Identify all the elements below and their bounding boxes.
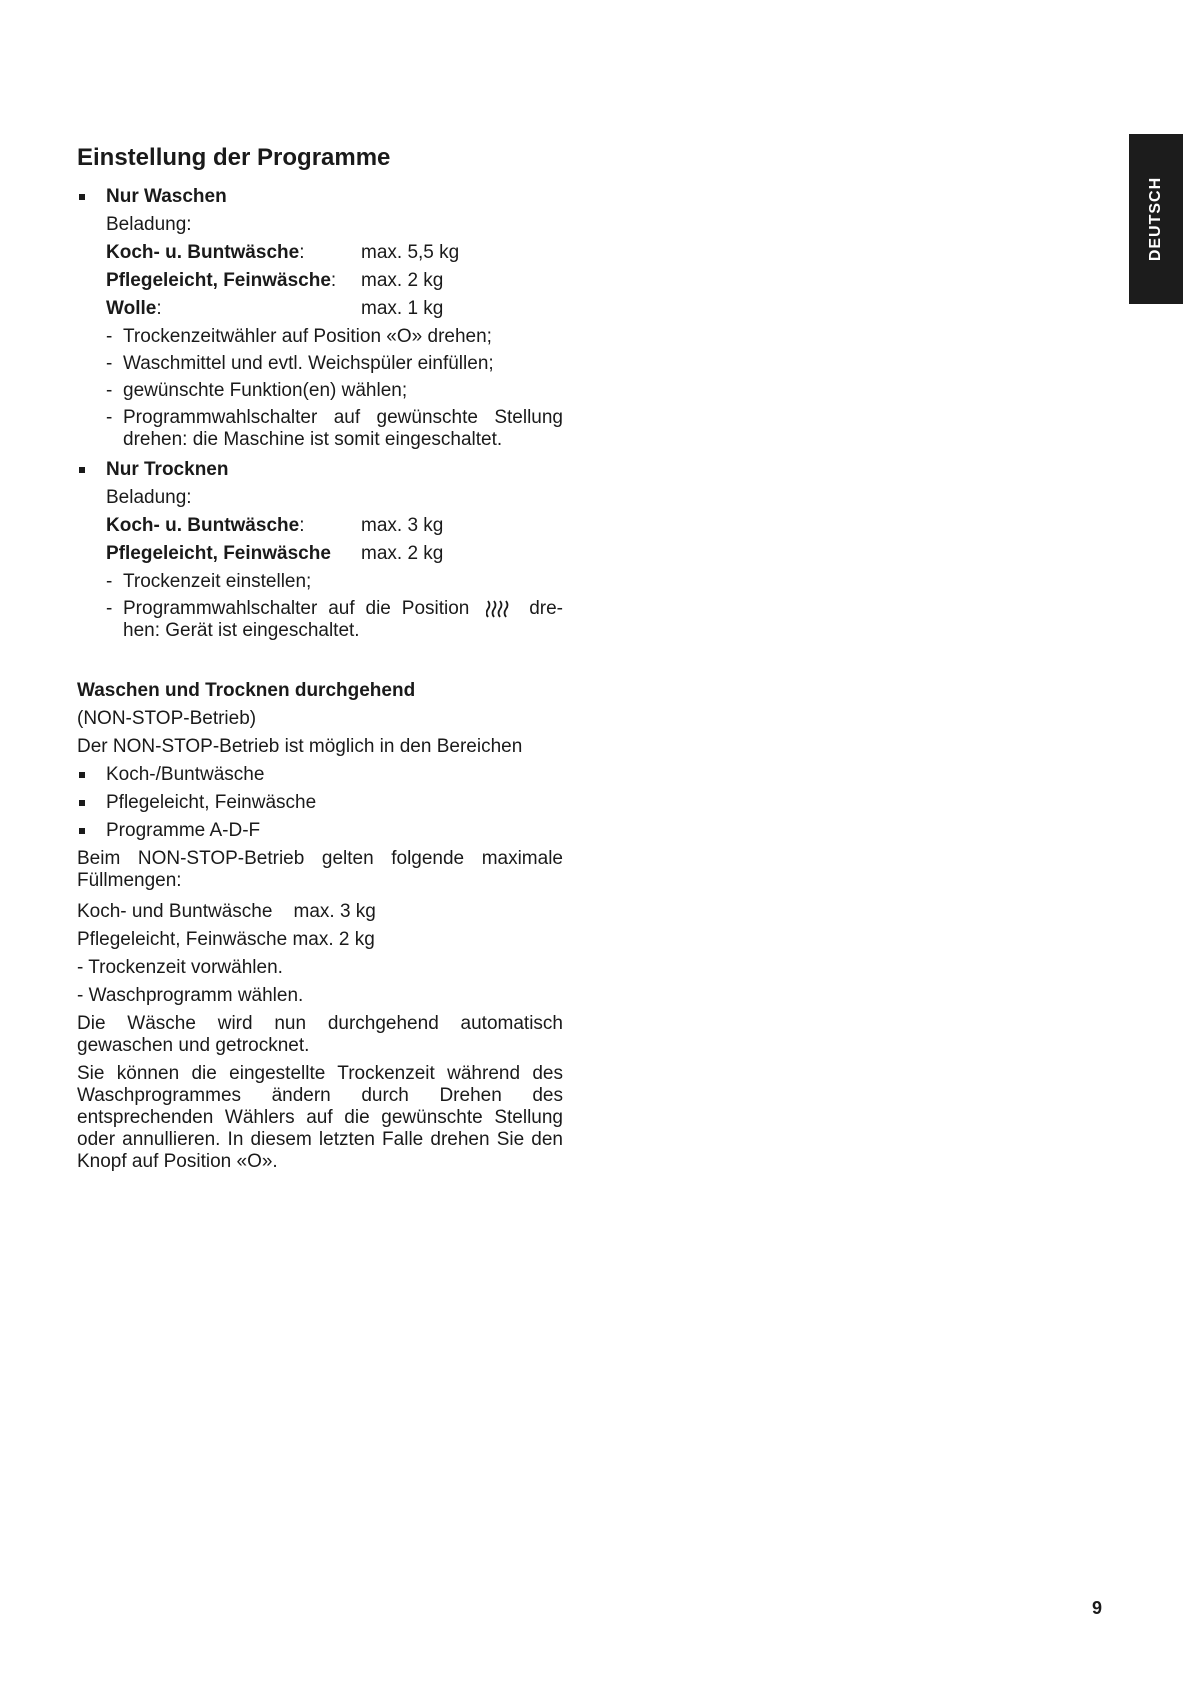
- load-row: Wolle: max. 1 kg: [106, 298, 444, 319]
- load-label: Beladung:: [106, 214, 192, 235]
- square-bullet-icon: [79, 828, 85, 834]
- nonstop-title: Waschen und Trocknen durchgehend: [77, 680, 416, 701]
- limits-intro: Beim NON-STOP-Betrieb gelten folgende maximale Füllmengen:: [77, 848, 563, 891]
- list-item: Pflegeleicht, Feinwäsche: [77, 789, 563, 817]
- step-item: - Programmwahlschalter auf die Position dre-hen: Gerät ist eingeschaltet.: [106, 598, 564, 641]
- square-bullet-icon: [79, 467, 85, 473]
- language-tab: [1129, 134, 1183, 304]
- page-number: 9: [1092, 1598, 1103, 1618]
- step-item: - Trockenzeit einstellen;: [106, 571, 312, 592]
- section-wash-title: Nur Waschen: [77, 183, 563, 211]
- step-item: - Trockenzeitwähler auf Position «O» drehen;: [106, 326, 492, 347]
- language-tab-label: DEUTSCH: [1147, 176, 1164, 262]
- paragraph: Sie können die eingestellte Trockenzeit während des Waschprogrammes ändern durch Drehen des entsprechenden Wählers auf die gewünschte Stellung oder annullieren. In diesem letzten Falle drehen Sie den Knopf auf Position «O».: [77, 1063, 563, 1172]
- square-bullet-icon: [79, 800, 85, 806]
- step-item: - Waschmittel und evtl. Weichspüler einfüllen;: [106, 353, 494, 374]
- limit-row: Pflegeleicht, Feinwäsche max. 2 kg: [77, 929, 375, 950]
- text-column: [77, 142, 563, 1179]
- square-bullet-icon: [79, 194, 85, 200]
- load-label: Beladung:: [106, 487, 192, 508]
- square-bullet-icon: [79, 772, 85, 778]
- page-heading: Einstellung der Programme: [77, 144, 391, 171]
- step-item: - Programmwahlschalter auf gewünschte Stellung drehen: die Maschine ist somit eingeschaltet.: [106, 407, 563, 450]
- list-item: Programme A-D-F: [77, 817, 563, 845]
- load-row: Pflegeleicht, Feinwäsche: max. 2 kg: [106, 270, 444, 291]
- step-item: - Trockenzeit vorwählen.: [77, 957, 283, 978]
- section-dry-title: Nur Trocknen: [77, 456, 563, 484]
- load-row: Koch- u. Buntwäsche: max. 3 kg: [106, 515, 444, 536]
- paragraph: Die Wäsche wird nun durchgehend automatisch gewaschen und getrocknet.: [77, 1013, 563, 1056]
- nonstop-intro: Der NON-STOP-Betrieb ist möglich in den Bereichen: [77, 736, 523, 757]
- nonstop-subtitle: (NON-STOP-Betrieb): [77, 708, 257, 729]
- load-row: Pflegeleicht, Feinwäsche max. 2 kg: [106, 543, 444, 564]
- step-item: - Waschprogramm wählen.: [77, 985, 304, 1006]
- load-row: Koch- u. Buntwäsche: max. 5,5 kg: [106, 242, 460, 263]
- limit-row: Koch- und Buntwäsche max. 3 kg: [77, 901, 376, 922]
- dry-program-icon: [486, 599, 512, 619]
- list-item: Koch-/Buntwäsche: [77, 761, 563, 789]
- section-dry-body: [106, 484, 563, 642]
- section-wash-body: [106, 211, 563, 451]
- step-item: - gewünschte Funktion(en) wählen;: [106, 380, 408, 401]
